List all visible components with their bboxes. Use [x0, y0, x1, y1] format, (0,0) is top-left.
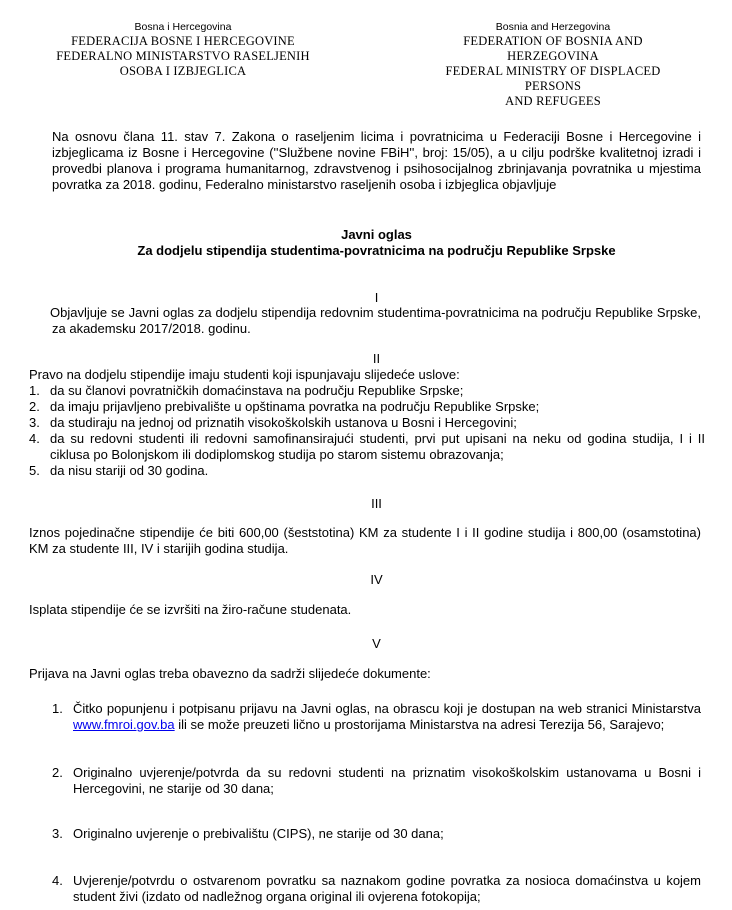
item-number: 2. — [52, 765, 63, 780]
section-2-numeral: II — [372, 351, 381, 366]
page-title — [52, 227, 701, 259]
header-right-line1: FEDERATION OF BOSNIA AND HERZEGOVINA — [463, 34, 643, 63]
header-right-country: Bosnia and Herzegovina — [495, 21, 611, 33]
document-item-4: 4. Uvjerenje/potvrdu o ostvarenom povratku sa naznakom godine povratka za nosioca domaćinstva u kojem student živi (izdato od nadležnog organa original ili ovjerena fotokopija; — [52, 873, 701, 904]
item-number: 1. — [52, 701, 63, 716]
header-left-country: Bosna i Hercegovina — [134, 21, 232, 33]
intro-paragraph: Na osnovu člana 11. stav 7. Zakona o raseljenim licima i povratnicima u Federaciji Bosne i Hercegovine i izbjeglicama iz Bosne i Hercegovine (''Službene novine FBiH'', broj: 15/05), a u cilju podrške kvalitetnoj izradi i provedbi planova i programa humanitarnog, zdravstvenog i psihosocijalnog zbrinjavanja povratnika u mjestima povratka za 2018. godinu, Federalno ministarstvo raseljenih osoba i izbjeglica objavljuje — [52, 129, 701, 192]
document-item-2: 2. Originalno uvjerenje/potvrda da su redovni studenti na priznatim visokoškolskim ustanovama u Bosni i Hercegovini, ne starije od 30 dana; — [52, 765, 701, 796]
header-left — [52, 20, 314, 79]
section-5-lead: Prijava na Javni oglas treba obavezno da sadrži slijedeće dokumente: — [29, 666, 431, 681]
header-right — [416, 20, 690, 109]
section-3-numeral: III — [371, 496, 382, 511]
header-left-line3: OSOBA I IZBJEGLICA — [119, 64, 247, 78]
list-item: 2. da imaju prijavljeno prebivalište u opštinama povratka na području Republike Srpske; — [29, 399, 540, 414]
section-1-text: Objavljuje se Javni oglas za dodjelu stipendija redovnim studentima-povratnicima na području Republike Srpske, za akademsku 2017/2018. godinu. — [50, 305, 701, 336]
header-right-line3: AND REFUGEES — [505, 94, 601, 108]
document-item-1: 1. Čitko popunjenu i potpisanu prijavu na Javni oglas, na obrascu koji je dostupan na web stranici Ministarstva www.fmroi.gov.ba ili se može preuzeti lično u prostorijama Ministarstva na adresi Terezija 56, Sarajevo; — [52, 701, 701, 732]
title-line-2: Za dodjelu stipendija studentima-povratnicima na području Republike Srpske — [137, 243, 616, 258]
document-item-3: 3. Originalno uvjerenje o prebivalištu (CIPS), ne starije od 30 dana; — [52, 826, 444, 841]
item-number: 3. — [52, 826, 63, 841]
list-item: 3. da studiraju na jednoj od priznatih visokoškolskih ustanova u Bosni i Hercegovini; — [29, 415, 517, 430]
header-left-line1: FEDERACIJA BOSNE I HERCEGOVINE — [71, 34, 295, 48]
list-item: 5. da nisu stariji od 30 godina. — [29, 463, 209, 478]
item-number: 4. — [52, 873, 63, 888]
section-3-text: Iznos pojedinačne stipendije će biti 600,00 (šeststotina) KM za studente I i II godine studija i 800,00 (osamstotina) KM za studente III, IV i starijih godina studija. — [29, 525, 701, 556]
title-line-1: Javni oglas — [341, 227, 412, 242]
section-2-lead: Pravo na dodjelu stipendije imaju studenti koji ispunjavaju slijedeće uslove: — [29, 367, 460, 382]
conditions-list — [29, 383, 705, 479]
list-item: 1. da su članovi povratničkih domaćinstava na području Republike Srpske; — [29, 383, 464, 398]
header-left-line2: FEDERALNO MINISTARSTVO RASELJENIH — [56, 49, 310, 63]
section-4-numeral: IV — [370, 572, 383, 587]
section-4-text: Isplata stipendije će se izvršiti na žiro-račune studenata. — [29, 602, 352, 617]
header-right-line2: FEDERAL MINISTRY OF DISPLACED PERSONS — [445, 64, 661, 93]
section-1-numeral: I — [374, 290, 379, 305]
section-5-numeral: V — [372, 636, 381, 651]
ministry-website-link[interactable]: www.fmroi.gov.ba — [73, 717, 175, 732]
list-item: 4. da su redovni studenti ili redovni samofinansirajući studenti, prvi put upisani na neku od godina studija, I i II ciklusa po Bolonjskom ili dodiplomskog studija po starom sistemu obrazovanja; — [29, 431, 705, 462]
